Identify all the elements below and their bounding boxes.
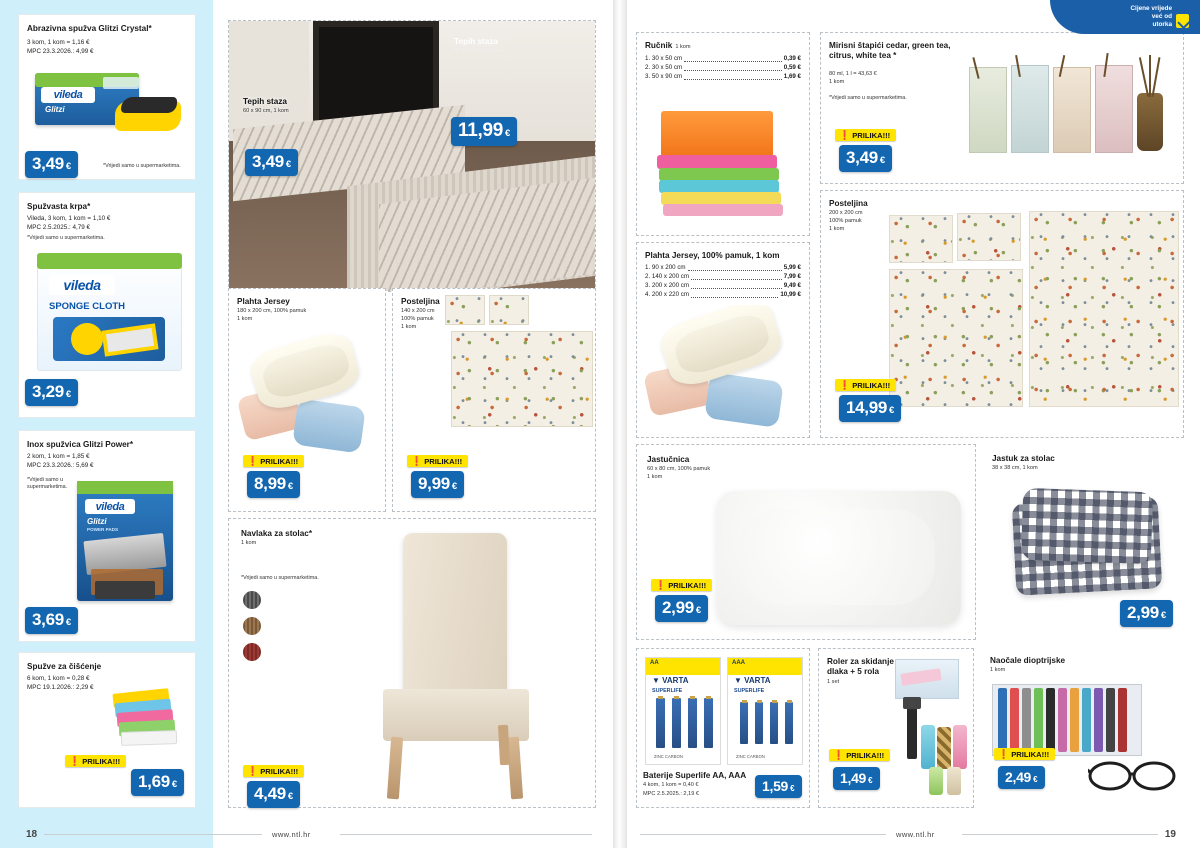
- price-list-row: [645, 264, 801, 273]
- product-mpc: MPC 2.5.2025.: 2,19 €: [643, 791, 699, 797]
- row-amount: 9,49 €: [783, 281, 801, 289]
- product-spec: 1 set: [827, 679, 840, 685]
- product-mpc: MPC 23.3.2026.: 4,99 €: [27, 48, 94, 55]
- product-spec: 80 ml, 1 l = 43,63 €: [829, 71, 877, 77]
- product-title: Spužve za čišćenje: [27, 662, 102, 671]
- row-amount: 10,99 €: [780, 290, 801, 298]
- product-title: Plahta Jersey, 100% pamuk, 1 kom: [645, 251, 780, 260]
- product-spec: 60 x 80 cm, 100% pamuk: [647, 466, 711, 472]
- product-spec-3: 1 kom: [401, 324, 417, 330]
- offer-badge: [243, 765, 304, 777]
- pack-label-aaa: AAA: [732, 660, 745, 666]
- product-image: AA ▼ VARTA SUPERLIFE ZINC CARBON AAA ▼ VARTA SUPERLIFE ZINC CARBON: [641, 653, 807, 769]
- website-right: www.ntl.hr: [896, 830, 935, 839]
- price-list-row: [645, 273, 801, 282]
- price-badge: [998, 766, 1045, 789]
- row-amount: 5,99 €: [783, 264, 801, 271]
- product-footnote: *Vrijedi samo u supermarketima.: [27, 235, 105, 241]
- price-badge: [25, 151, 78, 178]
- product-title: Tepih staza: [454, 37, 498, 46]
- row-label: 1. 90 x 200 cm: [645, 264, 686, 271]
- product-footnote: *Vrijedi samo u supermarketima.: [27, 477, 68, 490]
- product-spec: 1 kom: [675, 44, 691, 50]
- product-footnote: *Vrijedi samo u supermarketima.: [829, 95, 907, 101]
- price-badge: [1120, 600, 1173, 627]
- swatch-grey: [243, 591, 261, 609]
- price-list-row: [645, 73, 801, 82]
- price-badge: [833, 767, 880, 790]
- price-value: 1,49: [840, 770, 867, 786]
- page-gutter: [613, 0, 627, 848]
- product-spec: 200 x 200 cm: [829, 210, 863, 216]
- website-left: www.ntl.hr: [272, 830, 311, 839]
- offer-badge: [994, 748, 1055, 760]
- offer-badge: [835, 379, 896, 391]
- price-badge: [839, 145, 892, 172]
- price-currency: €: [790, 784, 795, 793]
- price-badge-tepih-60x90: [245, 149, 298, 176]
- product-unit: 6 kom, 1 kom = 0,28 €: [27, 675, 90, 682]
- price-value: 3,69: [32, 610, 64, 629]
- price-value: 8,99: [254, 474, 286, 493]
- row-amount: 7,99 €: [783, 272, 801, 280]
- product-tile-roler[interactable]: [818, 648, 974, 808]
- price-list-row: [645, 64, 801, 73]
- price-currency: €: [868, 776, 873, 785]
- product-spec-2: 1 kom: [647, 474, 663, 480]
- product-image: [103, 665, 193, 749]
- product-spec-2: 100% pamuk: [829, 218, 862, 224]
- glasses-icon: [1088, 754, 1178, 798]
- price-badge: [655, 595, 708, 622]
- offer-badge-label: PRILIKA!!!: [424, 456, 463, 466]
- product-image: [889, 201, 1181, 413]
- price-currency: €: [451, 481, 458, 492]
- product-image: [891, 655, 975, 803]
- product-unit: 3 kom, 1 kom = 1,16 €: [27, 39, 90, 46]
- product-spec: 4 kom, 1 kom = 0,40 €: [643, 782, 699, 788]
- offer-badge-label: PRILIKA!!!: [260, 766, 299, 776]
- price-value: 9,99: [418, 474, 450, 493]
- product-title: Plahta Jersey: [237, 297, 290, 306]
- product-spec: 38 x 38 cm, 1 kom: [992, 465, 1038, 471]
- exclamation-icon: ❗: [839, 129, 851, 140]
- price-badge: [25, 607, 78, 634]
- sidebar-item-inox-spuzvica[interactable]: [18, 430, 196, 642]
- validity-line-3: utorka: [1152, 21, 1172, 28]
- price-badge: [247, 781, 300, 808]
- price-value: 2,99: [662, 598, 694, 617]
- product-image: [695, 475, 971, 637]
- offer-badge-label: PRILIKA!!!: [852, 130, 891, 140]
- product-spec: 180 x 200 cm, 100% pamuk: [237, 308, 307, 314]
- price-currency: €: [171, 779, 178, 790]
- exclamation-icon: ❗: [998, 748, 1010, 759]
- row-amount: 0,39 €: [783, 55, 801, 62]
- price-list-row: [645, 291, 801, 300]
- price-value: 3,29: [32, 382, 64, 401]
- price-value: 1,69: [138, 772, 170, 791]
- price-value: 2,99: [1127, 603, 1159, 622]
- pack-note: ZINC CARBON: [654, 754, 683, 759]
- product-image: [647, 95, 803, 227]
- product-title: Spužvasta krpa*: [27, 202, 91, 211]
- offer-badge-label: PRILIKA!!!: [260, 456, 299, 466]
- product-tile-plahta-jersey-right[interactable]: [636, 242, 810, 438]
- product-image: [235, 333, 381, 463]
- price-value: 3,49: [32, 154, 64, 173]
- product-title: Abrazivna spužva Glitzi Crystal*: [27, 24, 152, 33]
- price-value: 3,49: [252, 152, 284, 171]
- validity-line-1: Cijene vrijede: [1130, 5, 1172, 12]
- price-currency: €: [65, 617, 72, 628]
- footer: [0, 814, 1200, 848]
- row-amount: 1,69 €: [783, 72, 801, 80]
- product-title: Tepih staza: [243, 97, 287, 106]
- product-title: Ručnik: [645, 41, 673, 50]
- offer-badge: [65, 755, 126, 767]
- offer-badge: [835, 129, 896, 141]
- product-spec: 1 kom: [990, 667, 1006, 673]
- product-spec: 1 kom: [241, 540, 257, 546]
- page-number-left: 18: [26, 829, 38, 840]
- price-currency: €: [1160, 610, 1167, 621]
- exclamation-icon: ❗: [411, 455, 423, 466]
- validity-badge: [1050, 0, 1200, 34]
- pack-sub: SUPERLIFE: [652, 688, 683, 694]
- price-currency: €: [695, 605, 702, 616]
- product-tile-rucnik[interactable]: [636, 32, 810, 236]
- product-tile-baterije[interactable]: [636, 648, 810, 808]
- price-badge: [839, 395, 901, 422]
- product-tile-posteljina-200x200[interactable]: [820, 190, 1184, 438]
- product-spec: 80 x 120 cm, 1 kom: [454, 48, 503, 54]
- price-currency: €: [505, 128, 511, 139]
- row-amount: 0,59 €: [783, 63, 801, 71]
- offer-badge: [407, 455, 468, 467]
- price-value: 4,49: [254, 784, 286, 803]
- row-label: 3. 50 x 90 cm: [645, 72, 683, 80]
- offer-badge-label: PRILIKA!!!: [82, 756, 121, 766]
- price-value: 11,99: [458, 120, 503, 141]
- product-tile-mirisni-stapici[interactable]: [820, 32, 1184, 184]
- swatch-brown: [243, 617, 261, 635]
- sidebar-item-abrazivna-spuzva[interactable]: [18, 14, 196, 180]
- exclamation-icon: ❗: [833, 749, 845, 760]
- exclamation-icon: ❗: [247, 455, 259, 466]
- offer-badge-label: PRILIKA!!!: [852, 380, 891, 390]
- offer-badge: [651, 579, 712, 591]
- price-currency: €: [285, 159, 292, 170]
- product-tile-naocale[interactable]: [982, 648, 1184, 808]
- product-tile-navlaka-za-stolac[interactable]: [228, 518, 596, 808]
- price-value: 1,59: [762, 778, 789, 794]
- product-tile-plahta-jersey[interactable]: [228, 288, 386, 512]
- product-title: Jastučnica: [647, 455, 690, 464]
- product-spec: 140 x 200 cm: [401, 308, 435, 314]
- exclamation-icon: ❗: [69, 755, 81, 766]
- pack-label-aa: AA: [650, 660, 659, 666]
- price-value: 2,49: [1005, 769, 1032, 785]
- price-currency: €: [287, 791, 294, 802]
- product-image: [992, 478, 1180, 614]
- price-badge: [25, 379, 78, 406]
- product-image: [349, 525, 579, 805]
- product-mpc: MPC 2.5.2025.: 4,79 €: [27, 224, 91, 231]
- product-unit: 2 kom, 1 kom = 1,85 €: [27, 453, 90, 460]
- product-image: [965, 41, 1181, 179]
- product-mpc: MPC 19.1.2026.: 2,29 €: [27, 684, 94, 691]
- price-currency: €: [65, 389, 72, 400]
- product-image: vileda Glitzi: [29, 67, 189, 159]
- price-list-rucnik: [645, 55, 801, 82]
- product-title: Posteljina: [829, 199, 868, 208]
- product-spec-2: 1 kom: [237, 316, 253, 322]
- product-unit: Vileda, 3 kom, 1 kom = 1,10 €: [27, 215, 111, 222]
- product-tile-posteljina-140x200[interactable]: [392, 288, 596, 512]
- product-title: Posteljina: [401, 297, 440, 306]
- price-value: 14,99: [846, 398, 888, 417]
- product-image: [643, 305, 805, 431]
- swatch-red: [243, 643, 261, 661]
- product-footnote: *Vrijedi samo u supermarketima.: [103, 163, 181, 169]
- price-list-row: [645, 55, 801, 64]
- product-footnote: *Vrijedi samo u supermarketima.: [241, 575, 319, 581]
- product-spec-2: 100% pamuk: [401, 316, 434, 322]
- validity-line-2: već od: [1151, 13, 1172, 20]
- product-title: Roler za skidanje dlaka + 5 rola: [827, 657, 894, 676]
- price-currency: €: [1033, 775, 1038, 784]
- price-badge-tepih-80x120: [451, 117, 517, 146]
- price-badge: [755, 775, 802, 798]
- product-mpc: MPC 23.3.2026.: 5,69 €: [27, 462, 94, 469]
- offer-badge-label: PRILIKA!!!: [668, 580, 707, 590]
- product-tile-jastuk-za-stolac[interactable]: [984, 444, 1184, 640]
- price-currency: €: [889, 405, 895, 416]
- product-spec-3: 1 kom: [829, 226, 845, 232]
- product-title: Jastuk za stolac: [992, 454, 1055, 463]
- offer-badge-label: PRILIKA!!!: [846, 750, 885, 760]
- product-title: Naočale dioptrijske: [990, 656, 1066, 665]
- sidebar-item-spuzvasta-krpa[interactable]: [18, 192, 196, 418]
- row-label: 2. 30 x 50 cm: [645, 63, 683, 71]
- offer-badge-label: PRILIKA!!!: [1011, 749, 1050, 759]
- price-list-plahta: [645, 264, 801, 300]
- price-currency: €: [879, 155, 886, 166]
- exclamation-icon: ❗: [655, 579, 667, 590]
- row-label: 4. 200 x 220 cm: [645, 290, 690, 298]
- offer-badge: [829, 749, 890, 761]
- sidebar-item-spuzve-za-ciscenje[interactable]: [18, 652, 196, 808]
- price-currency: €: [287, 481, 294, 492]
- product-title: Inox spužvica Glitzi Power*: [27, 440, 134, 449]
- row-label: 1. 30 x 50 cm: [645, 55, 683, 62]
- offer-badge: [243, 455, 304, 467]
- product-tile-tepih-staza[interactable]: [228, 20, 596, 292]
- price-value: 3,49: [846, 148, 878, 167]
- product-image: [445, 295, 595, 431]
- row-label: 2. 140 x 200 cm: [645, 272, 690, 280]
- product-title: Navlaka za stolac*: [241, 529, 313, 538]
- price-currency: €: [65, 161, 72, 172]
- product-title: Baterije Superlife AA, AAA: [643, 771, 747, 780]
- product-tile-jastucnica[interactable]: [636, 444, 976, 640]
- product-image: vileda SPONGE CLOTH: [37, 253, 182, 371]
- price-badge: [247, 471, 300, 498]
- product-spec: 60 x 90 cm, 1 kom: [243, 108, 289, 114]
- price-badge: [411, 471, 464, 498]
- product-spec-2: 1 kom: [829, 79, 845, 85]
- exclamation-icon: ❗: [247, 765, 259, 776]
- price-badge: [131, 769, 184, 796]
- price-list-row: [645, 282, 801, 291]
- product-title: Mirisni štapići cedar, green tea, citrus, white tea *: [829, 41, 951, 60]
- row-label: 3. 200 x 200 cm: [645, 281, 690, 289]
- exclamation-icon: ❗: [839, 379, 851, 390]
- page-number-right: 19: [1164, 829, 1176, 840]
- product-image: vileda Glitzi POWER PADS: [69, 477, 189, 605]
